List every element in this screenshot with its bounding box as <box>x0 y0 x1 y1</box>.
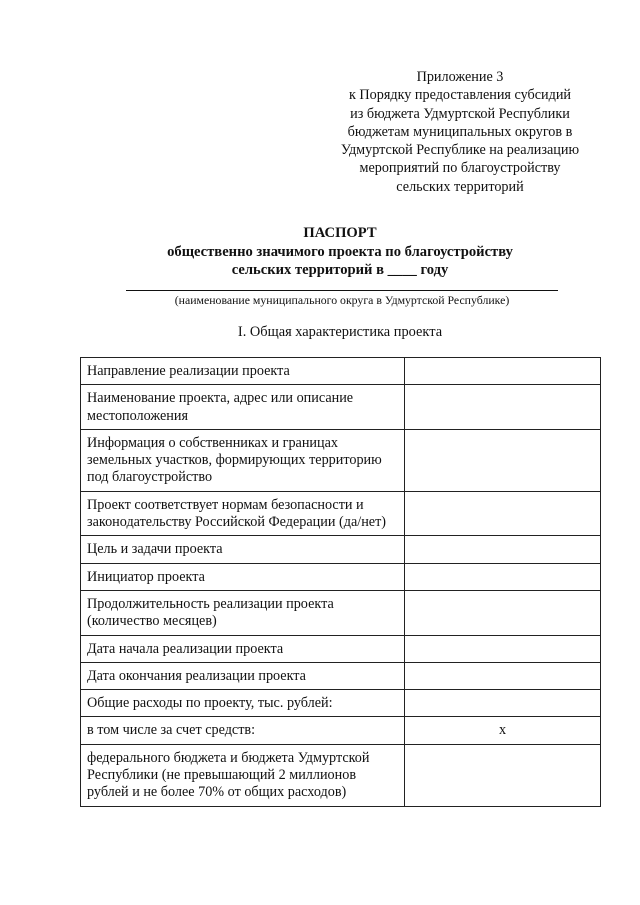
passport-table <box>80 357 601 807</box>
appendix-header <box>330 68 590 196</box>
title-line-1: ПАСПОРТ <box>303 225 377 241</box>
appendix-line: мероприятий по благоустройству <box>359 160 561 177</box>
row-label: Инициатор проекта <box>81 563 405 590</box>
row-value <box>405 590 601 635</box>
appendix-line: из бюджета Удмуртской Республики <box>350 105 570 122</box>
row-label: Продолжительность реализации проекта (количество месяцев) <box>81 590 405 635</box>
row-label: Общие расходы по проекту, тыс. рублей: <box>81 690 405 717</box>
row-value <box>405 358 601 385</box>
row-value <box>405 635 601 662</box>
row-label: Цель и задачи проекта <box>81 536 405 563</box>
row-value <box>405 563 601 590</box>
appendix-line: к Порядку предоставления субсидий <box>348 87 572 104</box>
row-label: Дата окончания реализации проекта <box>81 662 405 689</box>
row-label: Направление реализации проекта <box>81 358 405 385</box>
row-label: федерального бюджета и бюджета Удмуртской Республики (не превышающий 2 миллионов рублей и не более 70% от общих расходов) <box>81 744 405 806</box>
table-row <box>81 385 601 430</box>
row-label: Наименование проекта, адрес или описание местоположения <box>81 385 405 430</box>
municipality-name-line <box>126 290 558 291</box>
row-value: x <box>405 717 601 744</box>
appendix-line: сельских территорий <box>396 178 524 195</box>
row-value <box>405 429 601 491</box>
row-label: Проект соответствует нормам безопасности и законодательству Российской Федерации (да/нет) <box>81 491 405 536</box>
row-label: Информация о собственниках и границах земельных участков, формирующих территорию под благоустройство <box>81 429 405 491</box>
appendix-line: Удмуртской Республике на реализацию <box>340 142 580 159</box>
table-row <box>81 662 601 689</box>
row-label: в том числе за счет средств: <box>81 717 405 744</box>
row-value <box>405 744 601 806</box>
table-row <box>81 491 601 536</box>
table-row <box>81 744 601 806</box>
title-line-2: общественно значимого проекта по благоустройству <box>167 243 513 260</box>
row-value <box>405 690 601 717</box>
table-row <box>81 429 601 491</box>
row-label: Дата начала реализации проекта <box>81 635 405 662</box>
document-title <box>60 224 620 280</box>
table-row <box>81 635 601 662</box>
title-line-3: сельских территорий в ____ году <box>231 262 449 279</box>
section-title: I. Общая характеристика проекта <box>237 324 443 340</box>
row-value <box>405 536 601 563</box>
appendix-line: Приложение 3 <box>416 69 504 85</box>
row-value <box>405 385 601 430</box>
table-row <box>81 590 601 635</box>
appendix-line: бюджетам муниципальных округов в <box>347 123 573 140</box>
row-value <box>405 491 601 536</box>
table-row <box>81 358 601 385</box>
table-row <box>81 690 601 717</box>
municipality-caption: (наименование муниципального округа в Удмуртской Республике) <box>174 293 510 307</box>
row-value <box>405 662 601 689</box>
table-row <box>81 717 601 744</box>
table-row <box>81 563 601 590</box>
table-row <box>81 536 601 563</box>
